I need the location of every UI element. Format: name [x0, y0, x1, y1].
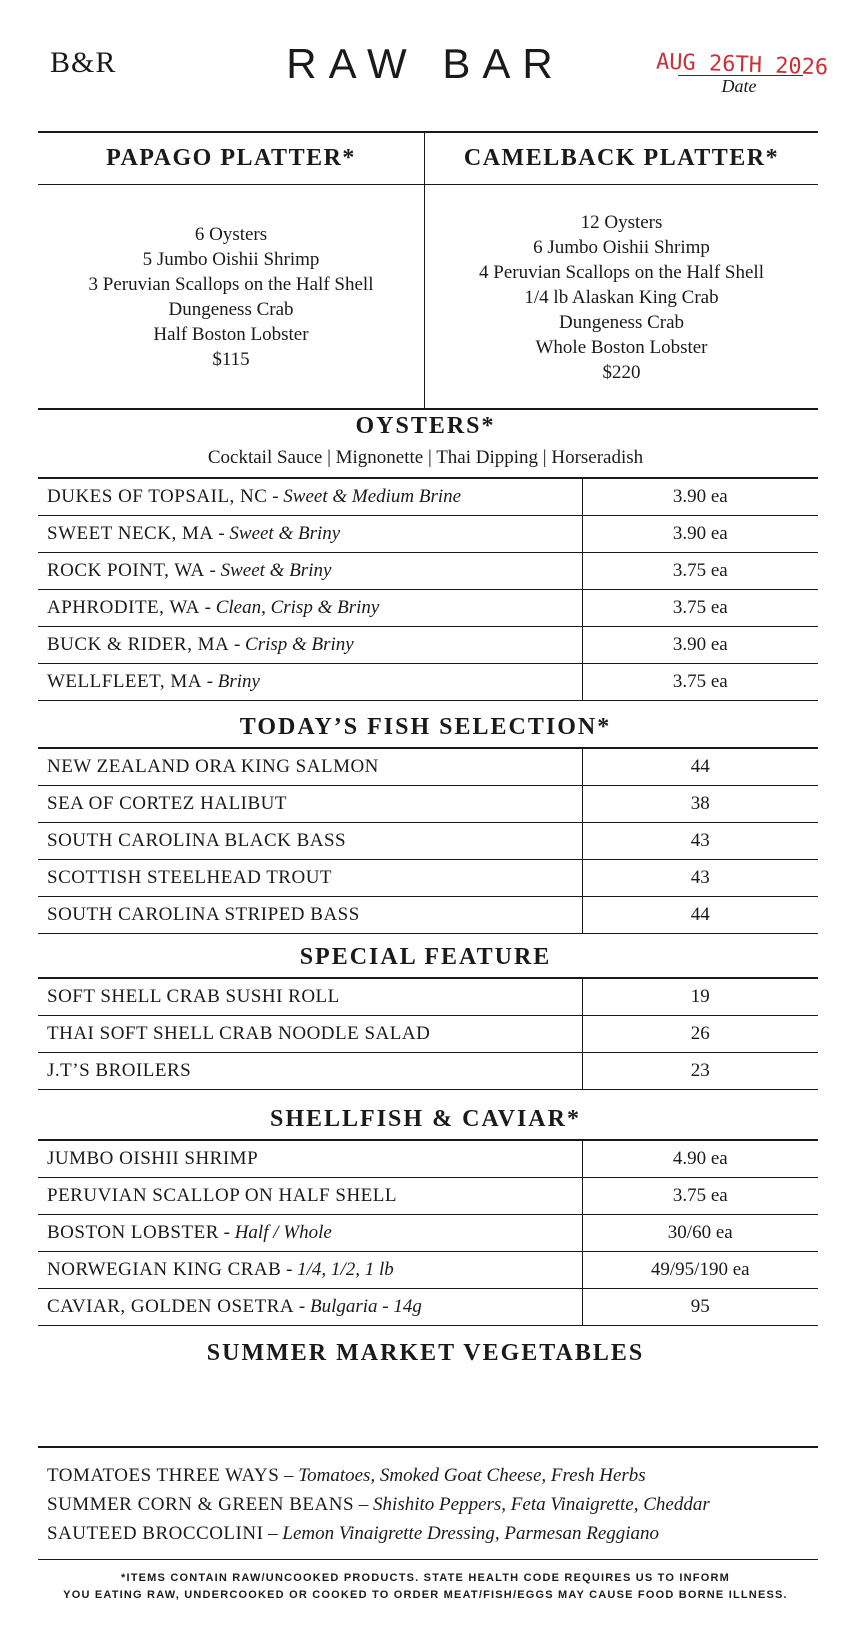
item-description: - 1/4, 1/2, 1 lb	[281, 1258, 394, 1280]
menu-row	[38, 1177, 818, 1214]
platter-item: Whole Boston Lobster	[535, 336, 708, 358]
item-description: - Briny	[201, 670, 260, 692]
oysters-heading: OYSTERS*	[355, 413, 496, 439]
item-price: 3.75 ea	[582, 589, 818, 626]
vegetable-item: SUMMER CORN & GREEN BEANS – Shishito Peppers, Feta Vinaigrette, Cheddar	[47, 1494, 710, 1515]
item-price: 43	[582, 859, 818, 896]
menu-row	[38, 859, 818, 896]
item-name	[38, 822, 582, 859]
item-title: NORWEGIAN KING CRAB	[47, 1258, 282, 1280]
menu-row	[38, 663, 818, 700]
item-name	[38, 1214, 582, 1251]
date-label: Date	[721, 76, 757, 96]
menu-row	[38, 1251, 818, 1288]
item-price: 43	[582, 822, 818, 859]
menu-row	[38, 978, 818, 1015]
menu-title: RAW BAR	[286, 40, 565, 87]
oyster-sauces: Cocktail Sauce | Mignonette | Thai Dipping | Horseradish	[207, 447, 644, 468]
item-title: DUKES OF TOPSAIL, NC	[47, 485, 268, 507]
menu-row	[38, 1015, 818, 1052]
item-title: SOFT SHELL CRAB SUSHI ROLL	[47, 985, 340, 1007]
item-name	[38, 663, 582, 700]
health-footnote	[0, 1570, 851, 1604]
item-name	[38, 748, 582, 785]
item-name	[38, 1015, 582, 1052]
oysters-table	[38, 477, 818, 701]
platter-item: 3 Peruvian Scallops on the Half Shell	[88, 274, 374, 295]
menu-row	[38, 822, 818, 859]
item-title: CAVIAR, GOLDEN OSETRA	[47, 1295, 295, 1317]
footnote-line-2: YOU EATING RAW, UNDERCOOKED OR COOKED TO ORDER MEAT/FISH/EGGS MAY CAUSE FOOD BORNE ILLNESS.	[63, 1589, 788, 1601]
menu-row	[38, 478, 818, 515]
item-name	[38, 859, 582, 896]
shellfish-table	[38, 1139, 818, 1326]
platter-item: Half Boston Lobster	[153, 324, 309, 345]
item-title: SOUTH CAROLINA STRIPED BASS	[47, 903, 360, 925]
platter-title: CAMELBACK PLATTER*	[425, 133, 818, 185]
platter-items	[425, 185, 818, 409]
menu-row	[38, 1288, 818, 1325]
vegetable-description: Lemon Vinaigrette Dressing, Parmesan Reggiano	[282, 1523, 660, 1544]
vegetables-list	[38, 1446, 818, 1548]
vegetable-item: SAUTEED BROCCOLINI – Lemon Vinaigrette Dressing, Parmesan Reggiano	[47, 1523, 660, 1544]
item-name	[38, 1288, 582, 1325]
item-price: 3.75 ea	[582, 1177, 818, 1214]
menu-row	[38, 896, 818, 933]
item-title: SEA OF CORTEZ HALIBUT	[47, 792, 288, 814]
platter-item: 5 Jumbo Oishii Shrimp	[142, 249, 320, 270]
fish-table	[38, 747, 818, 934]
vegetable-name: TOMATOES THREE WAYS	[47, 1465, 280, 1486]
item-name	[38, 478, 582, 515]
menu-row	[38, 589, 818, 626]
footer-divider	[38, 1559, 818, 1560]
item-title: BUCK & RIDER, MA	[47, 633, 230, 655]
item-price: 3.90 ea	[582, 515, 818, 552]
item-name	[38, 1140, 582, 1177]
item-price: 3.75 ea	[582, 552, 818, 589]
item-name	[38, 785, 582, 822]
item-price: 49/95/190 ea	[582, 1251, 818, 1288]
item-title: BOSTON LOBSTER	[47, 1221, 219, 1243]
item-price: 44	[582, 748, 818, 785]
vegetable-description: Shishito Peppers, Feta Vinaigrette, Cheddar	[373, 1494, 710, 1515]
item-price: 44	[582, 896, 818, 933]
item-title: SCOTTISH STEELHEAD TROUT	[47, 866, 333, 888]
special-table	[38, 977, 818, 1090]
item-title: J.T’S BROILERS	[47, 1059, 192, 1081]
item-description: - Clean, Crisp & Briny	[199, 596, 380, 618]
platter-items	[38, 185, 424, 409]
platter-item: 4 Peruvian Scallops on the Half Shell	[479, 261, 764, 283]
item-title: PERUVIAN SCALLOP ON HALF SHELL	[47, 1184, 397, 1206]
vegetable-name: SAUTEED BROCCOLINI	[47, 1523, 264, 1544]
platters-box	[38, 131, 818, 410]
platter-item: 6 Oysters	[194, 224, 268, 245]
item-name	[38, 978, 582, 1015]
item-price: 26	[582, 1015, 818, 1052]
platter-item: $220	[602, 361, 641, 383]
item-price: 3.75 ea	[582, 663, 818, 700]
item-name	[38, 589, 582, 626]
menu-row	[38, 1140, 818, 1177]
item-title: JUMBO OISHII SHRIMP	[47, 1147, 259, 1169]
item-name	[38, 1177, 582, 1214]
platter-item: 6 Jumbo Oishii Shrimp	[533, 236, 710, 258]
item-description: - Half / Whole	[218, 1221, 332, 1243]
item-title: SWEET NECK, MA	[47, 522, 214, 544]
item-title: NEW ZEALAND ORA KING SALMON	[47, 755, 379, 777]
platter-camelback	[425, 133, 818, 408]
menu-row	[38, 626, 818, 663]
menu-row	[38, 552, 818, 589]
vegetable-item: TOMATOES THREE WAYS – Tomatoes, Smoked Goat Cheese, Fresh Herbs	[47, 1465, 646, 1486]
item-price: 19	[582, 978, 818, 1015]
item-name	[38, 1251, 582, 1288]
item-price: 95	[582, 1288, 818, 1325]
item-description: - Sweet & Briny	[213, 522, 341, 544]
vegetable-description: Tomatoes, Smoked Goat Cheese, Fresh Herbs	[298, 1465, 646, 1486]
platter-item: Dungeness Crab	[168, 299, 294, 320]
fish-heading: TODAY’S FISH SELECTION*	[239, 714, 612, 740]
menu-row	[38, 785, 818, 822]
menu-row	[38, 1214, 818, 1251]
item-name	[38, 896, 582, 933]
date-stamp: AUG 26TH 2026	[655, 49, 829, 81]
shellfish-heading: SHELLFISH & CAVIAR*	[270, 1106, 581, 1132]
item-description: - Sweet & Medium Brine	[267, 485, 462, 507]
item-title: THAI SOFT SHELL CRAB NOODLE SALAD	[47, 1022, 431, 1044]
item-description: - Sweet & Briny	[204, 559, 332, 581]
date-block	[655, 49, 829, 97]
menu-row	[38, 1052, 818, 1089]
menu-row	[38, 515, 818, 552]
item-title: SOUTH CAROLINA BLACK BASS	[47, 829, 347, 851]
platter-papago	[38, 133, 425, 408]
item-price: 23	[582, 1052, 818, 1089]
item-name	[38, 1052, 582, 1089]
item-price: 38	[582, 785, 818, 822]
menu-header	[0, 0, 851, 120]
restaurant-logo: B&R	[50, 46, 117, 79]
item-price: 3.90 ea	[582, 478, 818, 515]
item-description: - Bulgaria - 14g	[294, 1295, 422, 1317]
platter-item: 12 Oysters	[580, 211, 663, 233]
menu-row	[38, 748, 818, 785]
special-heading: SPECIAL FEATURE	[299, 944, 552, 970]
platter-title: PAPAGO PLATTER*	[38, 133, 424, 185]
platter-item: $115	[212, 349, 250, 370]
item-price: 3.90 ea	[582, 626, 818, 663]
item-title: ROCK POINT, WA	[47, 559, 205, 581]
item-description: - Crisp & Briny	[229, 633, 354, 655]
item-title: WELLFLEET, MA	[47, 670, 202, 692]
vegetables-heading: SUMMER MARKET VEGETABLES	[206, 1340, 645, 1366]
item-price: 30/60 ea	[582, 1214, 818, 1251]
item-name	[38, 552, 582, 589]
platter-item: Dungeness Crab	[558, 311, 685, 333]
item-title: APHRODITE, WA	[47, 596, 200, 618]
item-name	[38, 626, 582, 663]
platter-item: 1/4 lb Alaskan King Crab	[524, 286, 719, 308]
item-name	[38, 515, 582, 552]
footnote-line-1: *ITEMS CONTAIN RAW/UNCOOKED PRODUCTS. STATE HEALTH CODE REQUIRES US TO INFORM	[120, 1572, 730, 1584]
vegetable-name: SUMMER CORN & GREEN BEANS	[47, 1494, 355, 1515]
item-price: 4.90 ea	[582, 1140, 818, 1177]
